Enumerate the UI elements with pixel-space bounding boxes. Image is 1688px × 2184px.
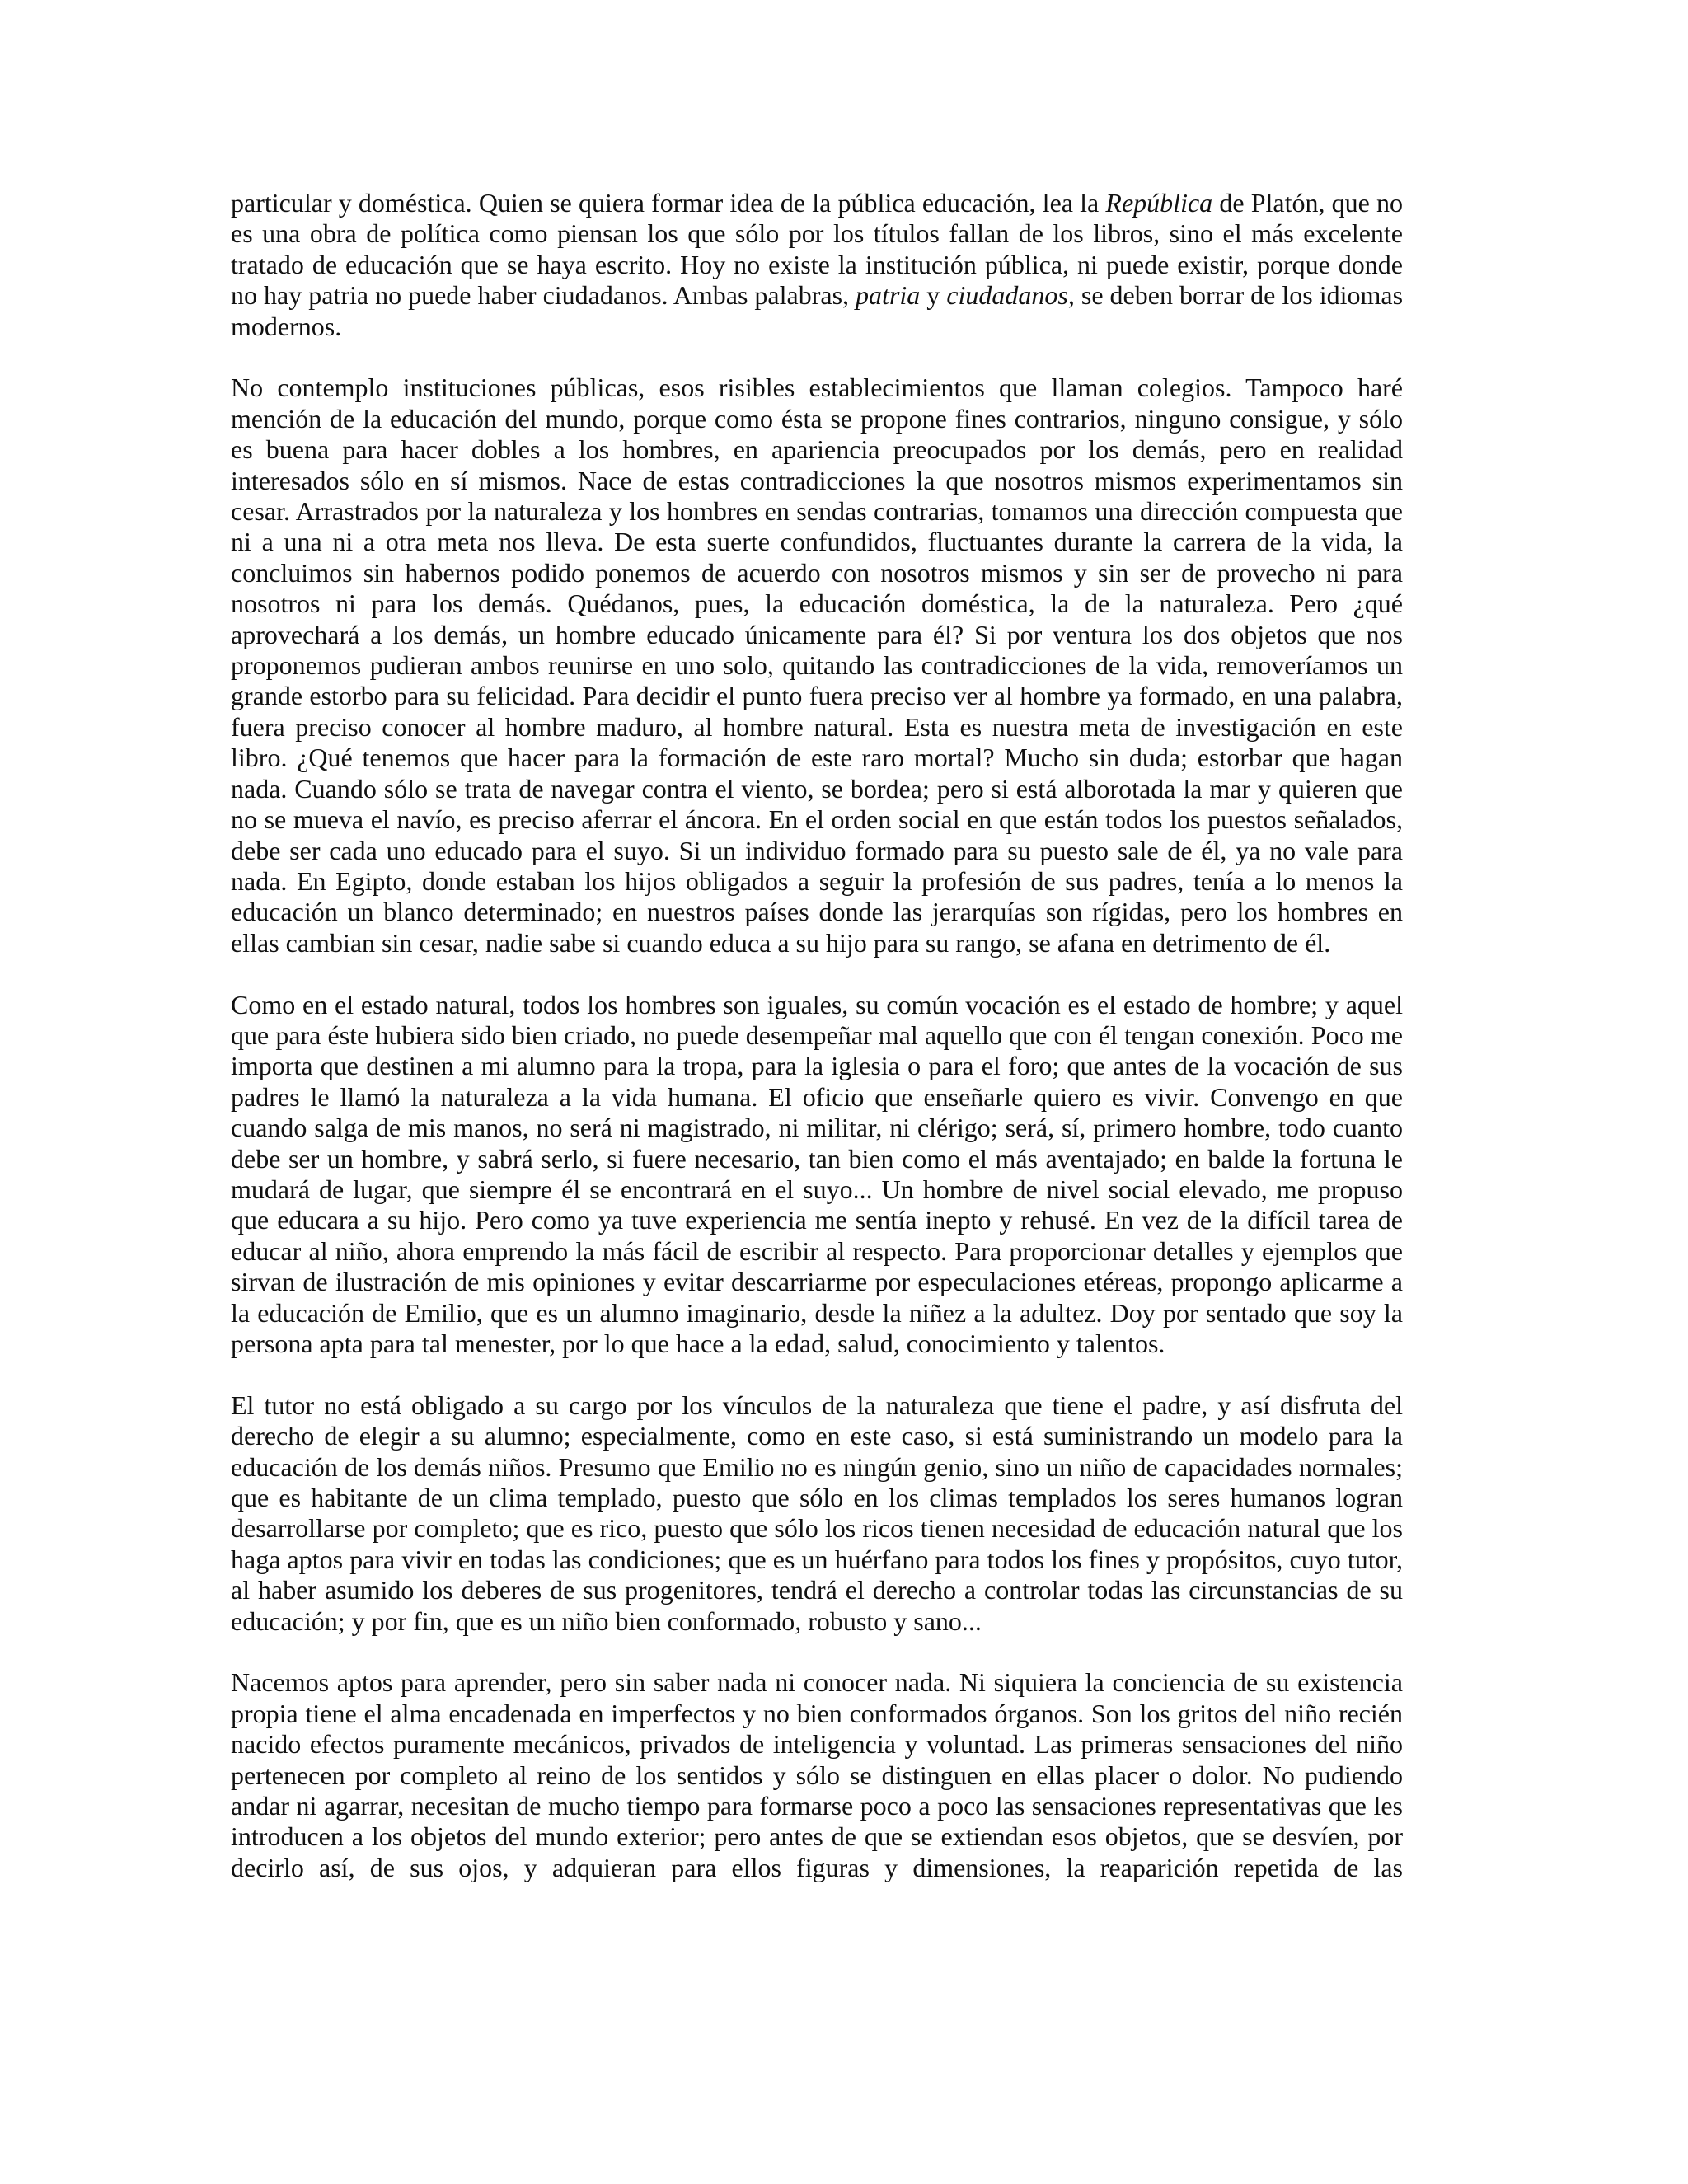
paragraph-1-text-4: se deben borrar de los idiomas modernos.: [231, 280, 1404, 341]
paragraph-1-italic-ciudadanos: ciudadanos,: [946, 280, 1075, 311]
paragraph-1-text-2: de Platón, que no es una obra de política como piensan los que sólo por los títulos fallan de los libros, sino el más excelente tratado de educación que se haya escrito. Hoy no existe la institución pública, ni puede existir, porque donde no hay patria no puede haber ciudadanos. Ambas palabras,: [231, 188, 1404, 311]
paragraph-1-italic-republica: República: [1105, 188, 1213, 218]
paragraph-1-text-3: y: [920, 280, 947, 311]
paragraph-2-text: No contemplo instituciones públicas, esos risibles establecimientos que llaman colegios. Tampoco haré mención de la educación del mundo, porque como ésta se propone fines contrarios, ninguno consigue, y sólo es buena para hacer dobles a los hombres, en apariencia preocupados por los demás, pero en realidad interesados sólo en sí mismos. Nace de estas contradicciones la que nosotros mismos experimentamos sin cesar. Arrastrados por la naturaleza y los hombres en sendas contrarias, tomamos una dirección compuesta que ni a una ni a otra meta nos lleva. De esta suerte confundidos, fluctuantes durante la carrera de la vida, la concluimos sin habernos podido ponemos de acuerdo con nosotros mismos y sin ser de provecho ni para nosotros ni para los demás. Quédanos, pues, la educación doméstica, la de la naturaleza. Pero ¿qué aprovechará a los demás, un hombre educado únicamente para él? Si por ventura los dos objetos que nos proponemos pudieran ambos reunirse en uno solo, quitando las contradicciones de la vida, removeríamos un grande estorbo para su felicidad. Para decidir el punto fuera preciso ver al hombre ya formado, en una palabra, fuera preciso conocer al hombre maduro, al hombre natural. Esta es nuestra meta de investigación en este libro. ¿Qué tenemos que hacer para la formación de este raro mortal? Mucho sin duda; estorbar que hagan nada. Cuando sólo se trata de navegar contra el viento, se bordea; pero si está alborotada la mar y quieren que no se mueva el navío, es preciso aferrar el áncora. En el orden social en que están todos los puestos señalados, debe ser cada uno educado para el suyo. Si un individuo formado para su puesto sale de él, ya no vale para nada. En Egipto, donde estaban los hijos obligados a seguir la profesión de sus padres, tenía a lo menos la educación un blanco determinado; en nuestros países donde las jerarquías son rígidas, pero los hombres en ellas cambian sin cesar, nadie sabe si cuando educa a su hijo para su rango, se afana en detrimento de él.: [231, 373, 1403, 958]
paragraph-1-italic-patria: patria: [856, 280, 921, 311]
paragraph-5-text: Nacemos aptos para aprender, pero sin saber nada ni conocer nada. Ni siquiera la conciencia de su existencia propia tiene el alma encadenada en imperfectos y no bien conformados órganos. Son los gritos del niño recién nacido efectos puramente mecánicos, privados de inteligencia y voluntad. Las primeras sensaciones del niño pertenecen por completo al reino de los sentidos y sólo se distinguen en ellas placer o dolor. No pudiendo andar ni agarrar, necesitan de mucho tiempo para formarse poco a poco las sensaciones representativas que les introducen a los objetos del mundo exterior; pero antes de que se extiendan esos objetos, que se desvíen, por decirlo así, de sus ojos, y adquieran para ellos figuras y dimensiones, la reaparición repetida de las: [231, 1667, 1403, 1882]
paragraph-2: [231, 373, 1403, 958]
paragraph-4-text: El tutor no está obligado a su cargo por los vínculos de la naturaleza que tiene el padre, y así disfruta del derecho de elegir a su alumno; especialmente, como en este caso, si está suministrando un modelo para la educación de los demás niños. Presumo que Emilio no es ningún genio, sino un niño de capacidades normales; que es habitante de un clima templado, puesto que sólo en los climas templados los seres humanos logran desarrollarse por completo; que es rico, puesto que sólo los ricos tienen necesidad de educación natural que los haga aptos para vivir en todas las condiciones; que es un huérfano para todos los fines y propósitos, cuyo tutor, al haber asumido los deberes de sus progenitores, tendrá el derecho a controlar todas las circunstancias de su educación; y por fin, que es un niño bien conformado, robusto y sano...: [231, 1390, 1403, 1636]
paragraph-1-text-1: particular y doméstica. Quien se quiera formar idea de la pública educación, lea la: [231, 188, 1106, 218]
paragraph-5: [231, 1667, 1403, 1883]
paragraph-3-text: Como en el estado natural, todos los hombres son iguales, su común vocación es el estado de hombre; y aquel que para éste hubiera sido bien criado, no puede desempeñar mal aquello que con él tengan conexión. Poco me importa que destinen a mi alumno para la tropa, para la iglesia o para el foro; que antes de la vocación de sus padres le llamó la naturaleza a la vida humana. El oficio que enseñarle quiero es vivir. Convengo en que cuando salga de mis manos, no será ni magistrado, ni militar, ni clérigo; será, sí, primero hombre, todo cuanto debe ser un hombre, y sabrá serlo, si fuere necesario, tan bien como el más aventajado; en balde la fortuna le mudará de lugar, que siempre él se encontrará en el suyo... Un hombre de nivel social elevado, me propuso que educara a su hijo. Pero como ya tuve experiencia me sentía inepto y rehusé. En vez de la difícil tarea de educar al niño, ahora emprendo la más fácil de escribir al respecto. Para proporcionar detalles y ejemplos que sirvan de ilustración de mis opiniones y evitar descarriarme por especulaciones etéreas, propongo aplicarme a la educación de Emilio, que es un alumno imaginario, desde la niñez a la adultez. Doy por sentado que soy la persona apta para tal menester, por lo que hace a la edad, salud, conocimiento y talentos.: [231, 989, 1403, 1358]
paragraph-4: [231, 1390, 1403, 1637]
paragraph-1: [231, 188, 1403, 342]
document-page: [231, 188, 1403, 1883]
paragraph-3: [231, 990, 1403, 1360]
